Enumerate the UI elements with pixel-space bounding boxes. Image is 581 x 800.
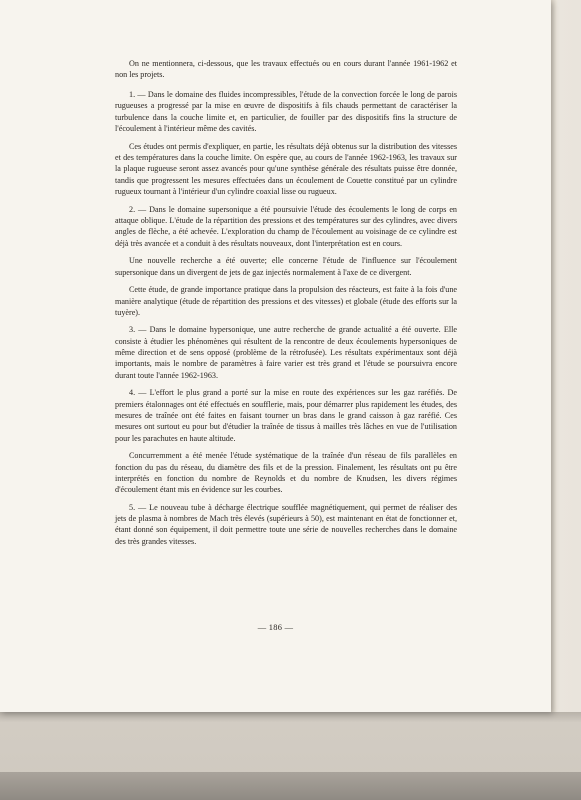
paragraph-section-4-continued: Concurremment a été menée l'étude systématique de la traînée d'un réseau de fils parallèles en fonction du pas du réseau, du diamètre des fils et de la pression. Finalement, les résultats ont pu être interprétés en fonction du nombre de Reynolds et du nombre de Knudsen, les divers régimes d'écoulement étant mis en évidence sur les courbes.	[115, 451, 457, 495]
paragraph-section-2: 2. — Dans le domaine supersonique a été poursuivie l'étude des écoulements le long de corps en attaque oblique. L'étude de la répartition des pressions et des températures sur des cylindres, avec divers angles de flèche, a été achevée. L'exploration du champ de l'écoulement au voisinage de ce cylindre est déjà très avancée et a conduit à des résultats nouveaux, dont l'interprétation est en cours.	[115, 204, 457, 248]
paragraph-section-1: 1. — Dans le domaine des fluides incompressibles, l'étude de la convection forcée le long de parois rugueuses a progressé par la mise en œuvre de dispositifs à fils chauds permettant de caractériser la turbulence dans la couche limite et, en particulier, de fouiller par des dispositifs fins la structure de l'écoulement à l'intérieur même des cavités.	[115, 90, 457, 134]
paragraph-section-4: 4. — L'effort le plus grand a porté sur la mise en route des expériences sur les gaz raréfiés. De premiers étalonnages ont été effectués en soufflerie, mais, pour démarrer plus rapidement les études, des mesures de traînée ont été faites en faisant tourner un bras dans le grand caisson à gaz raréfié. Ces mesures ont surtout eu pour but d'étudier la traînée de tissus à mailles très lâches en vue de l'utilisation pour les parachutes en haute altitude.	[115, 388, 457, 443]
paragraph-section-5: 5. — Le nouveau tube à décharge électrique soufflée magnétiquement, qui permet de réaliser des jets de plasma à nombres de Mach très élevés (supérieurs à 50), est maintenant en état de fonctionner et, étant donné son équipement, il doit permettre toute une série de nouvelles recherches dans le domaine des très grandes vitesses.	[115, 502, 457, 546]
paragraph-section-1-continued: Ces études ont permis d'expliquer, en partie, les résultats déjà obtenus sur la distribution des vitesses et des températures dans la couche limite. On espère que, au cours de l'année 1962-1963, les travaux sur la plaque rugueuse seront assez avancés pour qu'une synthèse générale des résultats puisse être donnée, tandis que progressent les mesures effectuées dans un écoulement de Couette constitué par un cylindre rugueux tournant à l'intérieur d'un cylindre coaxial lisse ou rugueux.	[115, 141, 457, 196]
scanner-bottom-edge	[0, 772, 581, 800]
paragraph-section-3: 3. — Dans le domaine hypersonique, une autre recherche de grande actualité a été ouverte. Elle consiste à étudier les phénomènes qui résultent de la rencontre de deux écoulements hypersoniques de même direction et de sens opposé (problème de la rétrofusée). Les résultats expérimentaux sont déjà importants, mais le nombre de paramètres à faire varier est très grand et l'étude se poursuivra encore durant toute l'année 1962-1963.	[115, 325, 457, 380]
page-edge	[551, 0, 557, 712]
paragraph-section-2-importance: Cette étude, de grande importance pratique dans la propulsion des réacteurs, est faite à la fois d'une manière analytique (étude de répartition des pressions et des vitesses) et globale (étude des efforts sur la tuyère).	[115, 285, 457, 317]
paragraph-section-2-new-research: Une nouvelle recherche a été ouverte; elle concerne l'étude de l'influence sur l'écoulement supersonique dans un divergent de jets de gaz injectés normalement à l'axe de ce divergent.	[115, 256, 457, 277]
paragraph-intro: On ne mentionnera, ci-dessous, que les travaux effectués ou en cours durant l'année 1961-1962 et non les projets.	[115, 59, 457, 80]
page-number: — 186 —	[257, 623, 294, 632]
body-text	[115, 58, 457, 553]
